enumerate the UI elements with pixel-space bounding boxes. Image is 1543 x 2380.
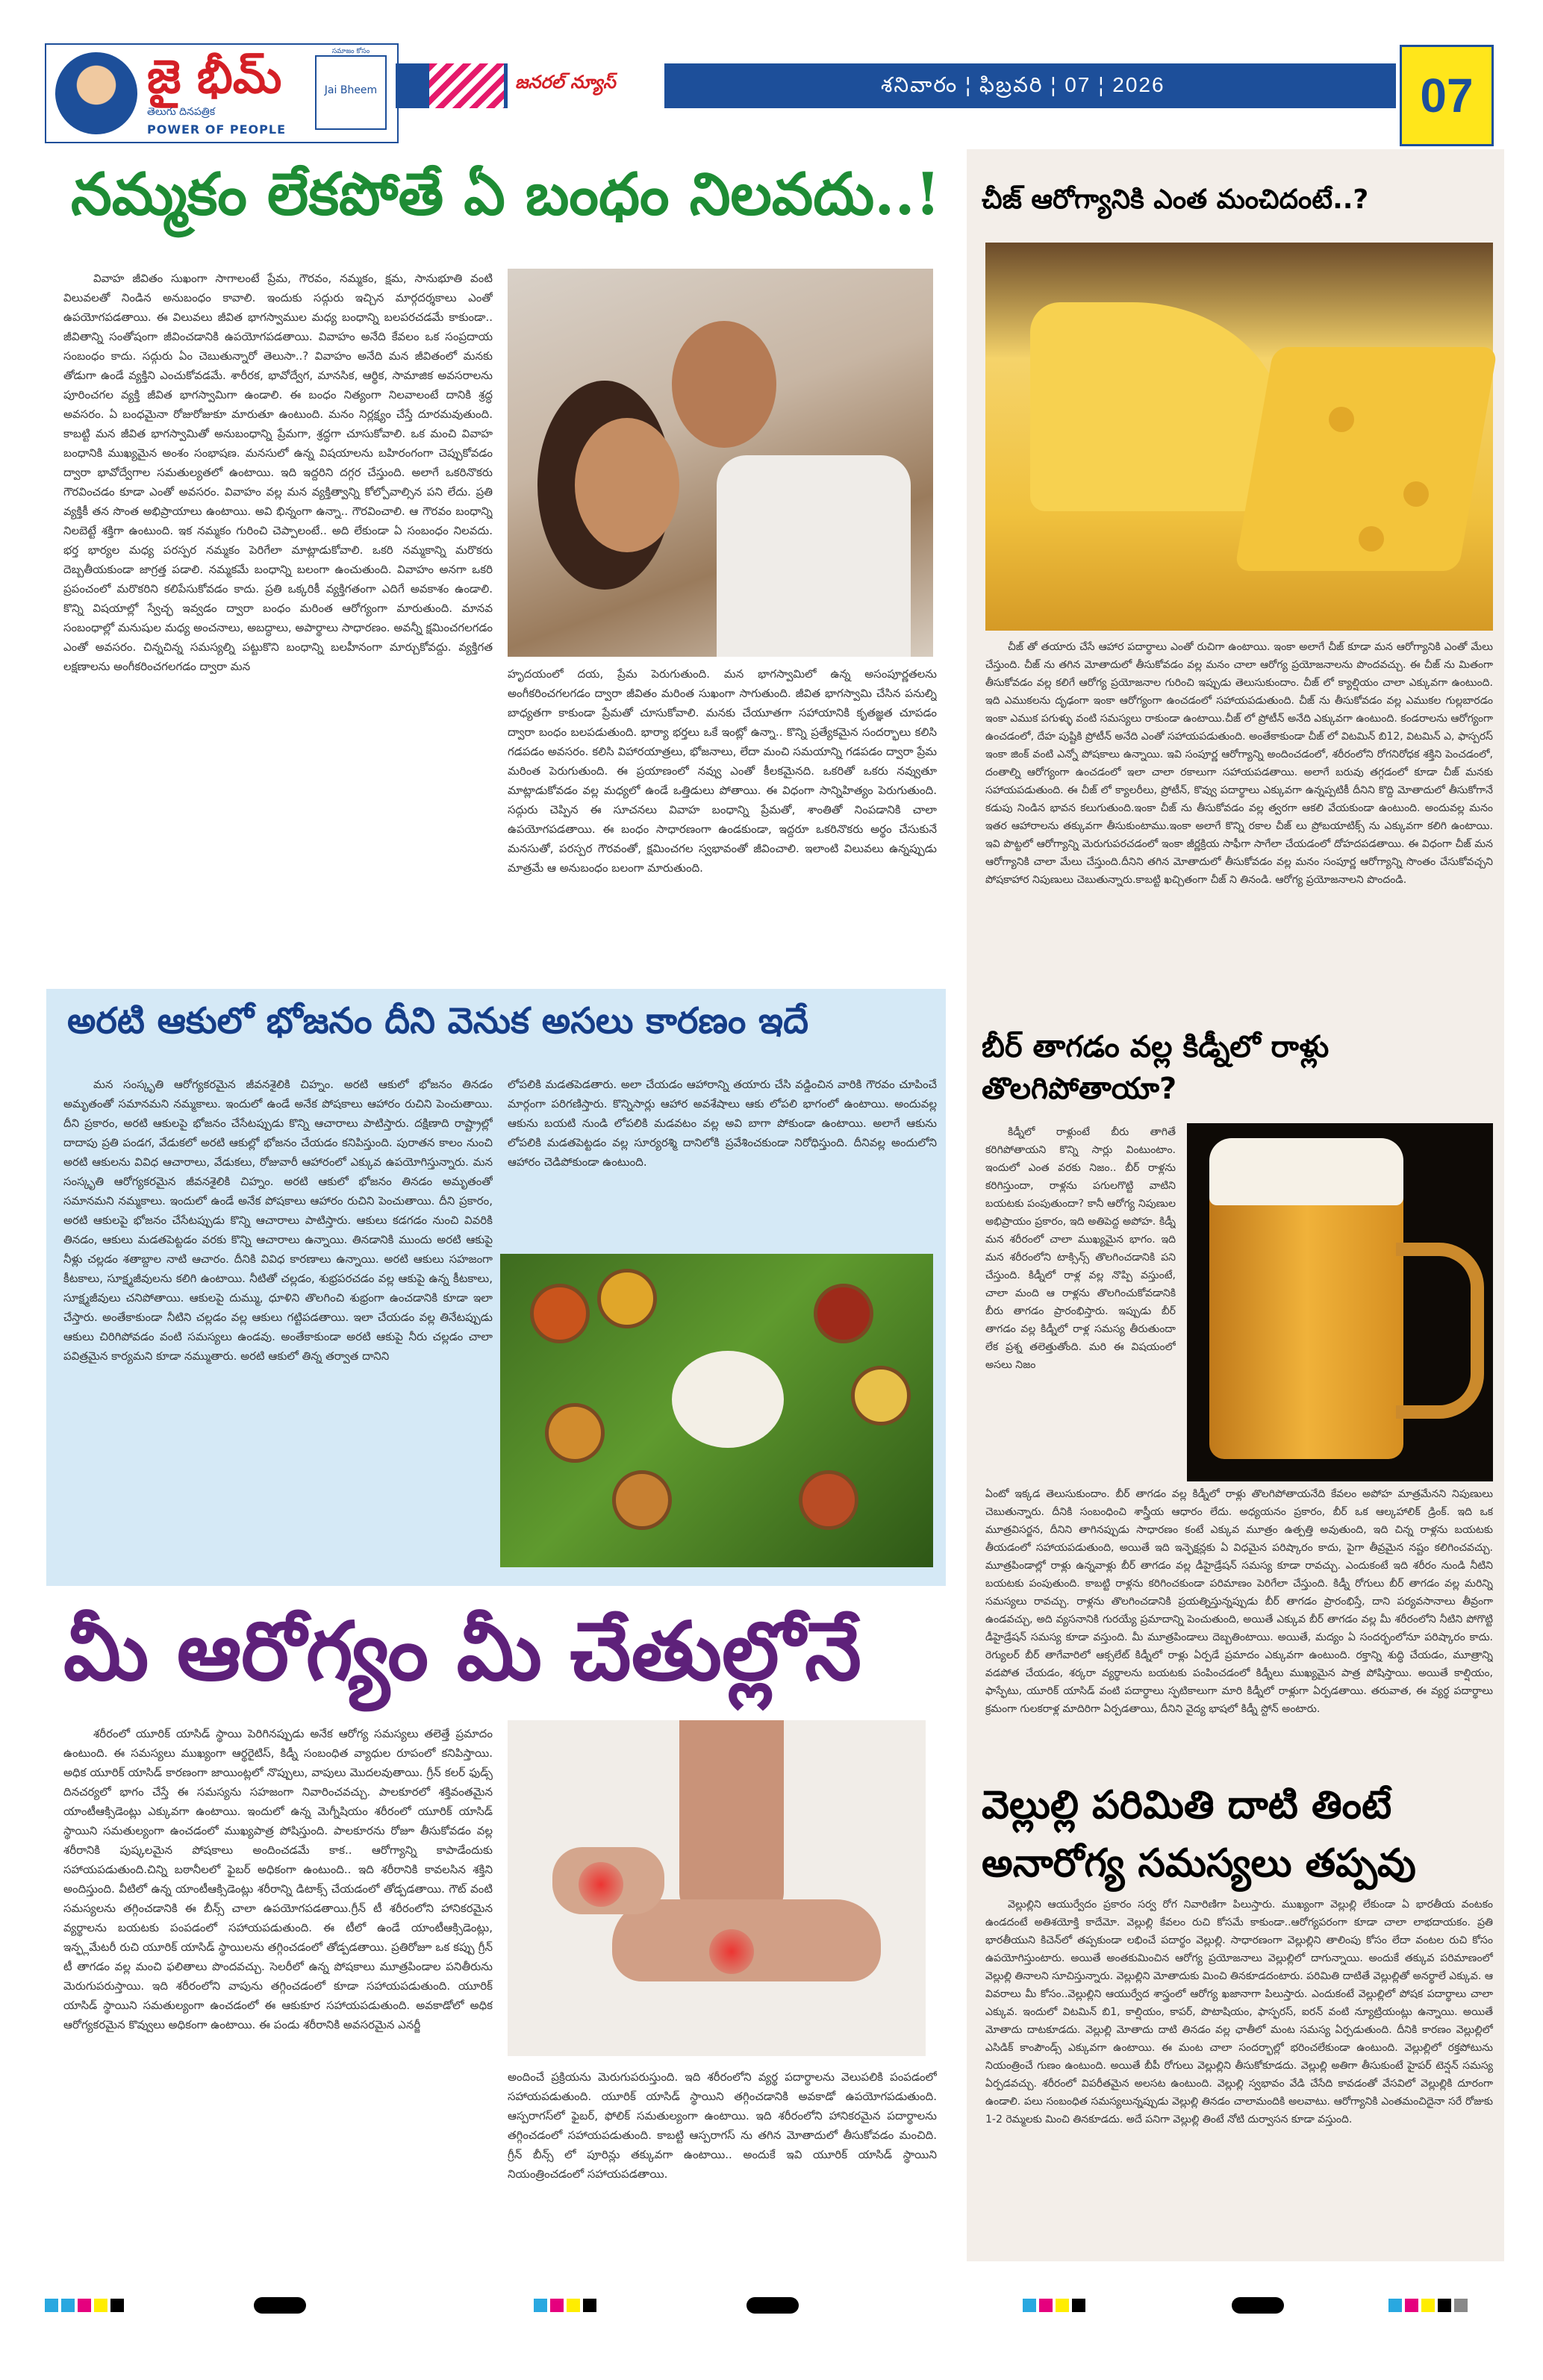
- article-body: హృదయంలో దయ, ప్రేమ పెరుగుతుంది. మన భాగస్వామిలో ఉన్న అసంపూర్ణతలను అంగీకరించగలగడం ద్వారా జీవితం మరింత సుఖంగా సాగుతుంది. జీవిత భాగస్వామి చేసిన పనుల్ని బాధ్యతగా కాకుండా ప్రేమతో చూసుకోవాలి. మనకు చేయూతగా సహాయానికి కృతజ్ఞత చూపడం ద్వారా బంధం బలపడుతుంది. భార్యా భర్తలు ఒకే ఇంట్లో ఉన్నా.. కొన్ని ప్రత్యేకమైన సందర్భాలు కలిసి గడపడం అవసరం. కలిసి విహారయాత్రలు, భోజనాలు, లేదా మంచి సమయాన్ని గడపడం ద్వారా ప్రేమ మరింత పెరుగుతుంది. ఈ ప్రయాణంలో నవ్వు ఎంతో కీలకమైనది. ఒకరితో ఒకరు నవ్వుతూ మాట్లాడుకోవడం వల్ల మధ్యలో ఉండే ఒత్తిడులు పోతాయి. ఈ విధంగా సాన్నిహిత్యం పెరుగుతుంది. సద్గురు చెప్పిన ఈ సూచనలు వివాహ బంధాన్ని ప్రేమతో, శాంతితో నింపడానికి చాలా ఉపయోగపడతాయి. ఈ బంధం సాధారణంగా ఉండకుండా, ఇద్దరూ ఒకరినొకరు అర్థం చేసుకునే మనసుతో, పరస్పర గౌరవంతో, క్షమించగల స్వభావంతో జీవించాలి. ఇలాంటి విలువలు ఉన్నప్పుడు మాత్రమే ఆ అనుబంధం బలంగా మారుతుంది.: [508, 667, 937, 875]
- article-body: ఏంటో ఇక్కడ తెలుసుకుందాం. బీర్ తాగడం వల్ల కిడ్నీలో రాళ్లు తొలగిపోతాయనేది కేవలం అపోహ మాత్రమేనని నిపుణులు చెబుతున్నారు. దీనికి సంబంధించి శాస్త్రీయ ఆధారం లేదు. అధ్యయనం ప్రకారం, బీర్ ఒక ఆల్కహాలిక్ డ్రింక్. ఇది ఒక మూత్రవిసర్జన, దీనిని తాగినప్పుడు సాధారణం కంటే ఎక్కువ మూత్రం ఉత్పత్తి అవుతుంది, ఇది చిన్న రాళ్లను బయటకు తీయడంలో సహాయపడుతుంది, అయితే ఇది ఇన్ఫెక్షన్లకు ఏ విధమైన పరిష్కారం కాదు, పైగా తీవ్రమైన నష్టం కలిగించవచ్చు. మూత్రపిండాల్లో రాళ్లు ఉన్నవాళ్లు బీర్ తాగడం వల్ల డీహైడ్రేషన్ సమస్య కూడా రావచ్చు. ఎందుకంటే ఇది శరీరం నుండి నీటిని బయటకు పంపుతుంది. కాబట్టి రాళ్లను కరిగించకుండా పరిమాణం పెరిగేలా చేస్తుంది. కిడ్నీ రోగులు బీర్ తాగడం వల్ల మరిన్ని సమస్యలు రావచ్చు. రాళ్లను తొలగించడానికి ప్రయత్నిస్తున్నప్పుడు బీర్ తాగడం ప్రారంభిస్తే, దాని పర్యవసానాలు తీవ్రంగా ఉండవచ్చు, అది వ్యసనానికి గురయ్యే ప్రమాదాన్ని పెంచుతుంది, అయితే ఎక్కువ బీర్ తాగడం వల్ల మీ శరీరంలోని నీటిని పోగొట్టి డీహైడ్రేషన్ సమస్య కూడా వస్తుంది. మీ మూత్రపిండాలు దెబ్బతింటాయి. అయితే, మద్యం ఏ సందర్భంలోనూ పరిష్కారం కాదు. రెగ్యులర్ బీర్ తాగేవారిలో ఆక్సలేట్ కిడ్నీలో రాళ్లు ఏర్పడే ప్రమాదం ఎక్కువగా ఉంటుంది. రక్తాన్ని శుద్ధి చేయడం, మూత్రాన్ని వడపోత చేయడం, శర్కరా వ్యర్థాలను బయటకు పంపించడంలో కిడ్నీలు ముఖ్యమైన పాత్ర పోషిస్తాయి. అయితే కాల్షియం, ఫాస్ఫేటు, యూరిక్ యాసిడ్ వంటి పదార్థాలు స్ఫటికాలుగా మారి కిడ్నీలో రాళ్లుగా ఏర్పడతాయి. తరువాత, ఈ వ్యర్థ పదార్థాలు క్రమంగా గులకరాళ్ల మాదిరిగా ఏర్పడతాయి, దీనిని వైద్య భాషలో కిడ్నీ స్టోన్ అంటారు.: [985, 1488, 1493, 1715]
- logo-title: జై భీమ్: [147, 49, 282, 104]
- logo-badge: Jai Bheem: [315, 55, 387, 130]
- article-body: లోపలికి మడతపెడతారు. అలా చేయడం ఆహారాన్ని తయారు చేసి వడ్డించిన వారికి గౌరవం చూపించే మార్గంగా పరిగణిస్తారు. కొన్నిసార్లు ఆహార అవశేషాలు ఆకు లోపలి భాగంలో ఉంటాయి. అందువల్ల ఆకును బయటి నుండి లోపలికి మడవటం వల్ల అవి బాగా పోకుండా ఉంటాయి. అలాగే ఆకును లోపలికి మడతపెట్టడం వల్ల సూర్యరశ్మి దానిలోకి ప్రవేశించకుండా నిరోధిస్తుంది. దీనివల్ల అందులోని ఆహారం చెడిపోకుండా ఉంటుంది.: [508, 1078, 937, 1169]
- article-headline: మీ ఆరోగ్యం మీ చేతుల్లోనే: [63, 1605, 861, 1699]
- issue-date: శనివారం ¦ ఫిబ్రవరి ¦ 07 ¦ 2026: [881, 73, 1165, 96]
- beer-mug-photo: [1187, 1123, 1493, 1481]
- article-body: వివాహ జీవితం సుఖంగా సాగాలంటే ప్రేమ, గౌరవం, నమ్మకం, క్షమ, సానుభూతి వంటి విలువలతో నిండిన అనుబంధం కావాలి. ఇందుకు సద్గురు ఇచ్చిన మార్గదర్శకాలు ఎంతో ఉపయోగపడతాయి. ఈ విలువలు జీవిత భాగస్వాముల మధ్య బంధాన్ని బలపరచడమే కాకుండా.. జీవితాన్ని సంతోషంగా జీవించడానికి ఉపయోగపడతాయి. వివాహం అనేది కేవలం ఒక సంప్రదాయ సంబంధం కాదు. సద్గురు ఏం చెబుతున్నారో తెలుసా..? వివాహం అనేది మన జీవితంలో మనకు తోడుగా ఉండే వ్యక్తిని ఎంచుకోవడమే. శారీరక, భావోద్వేగ, మానసిక, ఆర్థిక, సామాజిక అవసరాలను పూరించగల వ్యక్తి జీవిత భాగస్వామిగా ఉండాలి. ఈ బంధం నిత్యంగా నిలవాలంటే దానికి శ్రద్ధ అవసరం. ఏ బంధమైనా రోజురోజుకూ మారుతూ ఉంటుంది. మనం నిర్లక్ష్యం చేస్తే దూరమవుతుంది. కాబట్టి మన జీవిత భాగస్వామితో అనుబంధాన్ని ప్రేమగా, శ్రద్ధగా చూసుకోవాలి. ఒక మంచి వివాహ బంధానికి ముఖ్యమైన అంశం సంభాషణ. మనసులో ఉన్న విషయాలను బహిరంగంగా చెప్పుకోవడం ద్వారా భావోద్వేగాల సమతుల్యతలో ఉంటాయి. ఇది ఇద్దరిని దగ్గర చేస్తుంది. అలాగే ఒకరినొకరు గౌరవించడం కూడా ఎంతో అవసరం. వివాహం వల్ల మన వ్యక్తిత్వాన్ని కోల్పోవాల్సిన పని లేదు. ప్రతి వ్యక్తికీ తన సొంత అభిప్రాయాలు ఉంటాయి. అవి భిన్నంగా ఉన్నా.. గౌరవించాలి. ఆ గౌరవం బంధాన్ని నిలబెట్టే శక్తిగా ఉంటుంది. ఇక నమ్మకం గురించి చెప్పాలంటే.. అది లేకుండా ఏ సంబంధం నిలవదు. భర్త భార్యల మధ్య పరస్పర నమ్మకం పెరిగేలా మాట్లాడుకోవాలి. ఒకరి నమ్మకాన్ని మరొకరు దెబ్బతీయకుండా జాగ్రత్త పడాలి. నమ్మకమే బంధాన్ని బలంగా ఉంచుతుంది. వివాహం అనగా ఒకరి ప్రపంచంలో మరొకరిని కలిపేసుకోవడం కాదు. ప్రతి ఒక్కరికీ వ్యక్తిగతంగా ఎదిగే అవకాశం ఉండాలి. కొన్ని విషయాల్లో స్వేచ్ఛ ఇవ్వడం ద్వారా బంధం మరింత ఆరోగ్యంగా మారుతుంది. మానవ సంబంధాల్లో మనుషుల మధ్య అంచనాలు, అబద్ధాలు, అపార్థాలు సాధారణం. అవన్నీ క్షమించగలగడం ఎంతో అవసరం. చిన్నచిన్న సమస్యల్ని పట్టుకొని బంధాన్ని బలహీనంగా మార్చుకోవద్దు. వ్యక్తిగత లక్షణాలను అంగీకరించగలగడం ద్వారా మన: [63, 272, 493, 673]
- section-label: జనరల్ న్యూస్: [515, 72, 616, 93]
- foot-pain-photo: [508, 1720, 926, 2056]
- page-number: 07: [1400, 45, 1494, 146]
- cheese-photo: [985, 243, 1493, 631]
- article-headline: నమ్మకం లేకపోతే ఏ బంధం నిలవదు..!: [71, 160, 941, 228]
- logo-english-tagline: POWER OF PEOPLE: [147, 122, 287, 137]
- logo-tagline: తెలుగు దినపత్రిక: [147, 106, 216, 118]
- ambedkar-portrait-icon: [55, 52, 137, 134]
- article-body: వెల్లుల్లిని ఆయుర్వేదం ప్రకారం సర్వ రోగ నివారిణిగా పిలుస్తారు. ముఖ్యంగా వెల్లుల్లి లేకుండా ఏ భారతీయ వంటకం ఉండదంటే అతిశయోక్తి కాదేమో. వెల్లుల్లి కేవలం రుచి కోసమే కాకుండా..ఆరోగ్యపరంగా కూడా చాలా లాభదాయకం. ప్రతి భారతీయుని కిచెన్‌లో తప్పకుండా లభించే పదార్థం వెల్లుల్లి. సాధారణంగా వెల్లుల్లిని తాలింపు కోసం లేదా వంటల రుచి కోసం ఉపయోగిస్తుంటారు. అయితే అంతకుమించిన ఆరోగ్య ప్రయోజనాలు వెల్లుల్లిలో దాగున్నాయి. అందుకే తక్కువ పరిమాణంలో వెల్లుల్లి తినాలని సూచిస్తున్నారు. వెల్లుల్లిని మోతాదుకు మించి తినకూడదంటారు. పరిమితి దాటితే వెల్లుల్లితో అనర్థాలే ఎక్కువ. ఆ వివరాలు మీ కోసం..వెల్లుల్లిని ఆయుర్వేద శాస్త్రంలో ఆరోగ్య ఖజానాగా పిలుస్తారు. ఎందుకంటే వెల్లుల్లిలో పోషక పదార్థాలు చాలా ఎక్కువ. ఇందులో విటమిన్ బి1, కాల్షియం, కాపర్, పొటాషియం, ఫాస్ఫరస్, ఐరన్ వంటి న్యూట్రియంట్లు ఉన్నాయి. అయితే మోతాదు దాటకూడదు. వెల్లుల్లి మోతాదు దాటి తినడం వల్ల ఛాతీలో మంట సమస్య ఏర్పడుతుంది. దీనికి కారణం వెల్లుల్లిలో ఎసిడిక్ కాంపౌండ్స్ ఎక్కువగా ఉంటాయి. ఈ మంట చాలా సందర్భాల్లో భరించలేకుండా ఉంటుంది. వెల్లుల్లిలో రక్తపోటును నియంత్రించే గుణం ఉంటుంది. అయితే బీపీ రోగులు వెల్లుల్లిని తీసుకోకూడదు. వెల్లుల్లి అతిగా తీసుకుంటే హైపర్ టెన్షన్ సమస్య ఏర్పడవచ్చు. శరీరంలో విపరీతమైన అలసట ఉంటుంది. వెల్లుల్లి స్వభావం వేడి చేసేది కావడంతో వేసవిలో వెల్లుల్లికి దూరంగా ఉండాలి. పలు సంబంధిత సమస్యలున్నప్పుడు వెల్లుల్లి తినడం చాలామందికి అలవాటు. ఆరోగ్యానికి ఎంతమంచిదైనా సరే రోజుకు 1-2 రెమ్మలకు మించి తినకూడదు. అదే పనిగా వెల్లుల్లి తింటే నోటి దుర్వాసన కూడా వస్తుంది.: [985, 1899, 1493, 2126]
- article-headline: వెల్లుల్లి పరిమితి దాటి తింటే అనారోగ్య సమస్యలు తప్పవు: [982, 1783, 1416, 1886]
- article-headline: చీజ్ ఆరోగ్యానికి ఎంత మంచిదంటే..?: [982, 184, 1369, 215]
- article-body: చీజ్ తో తయారు చేసే ఆహార పదార్థాలు ఎంతో రుచిగా ఉంటాయి. ఇంకా అలాగే చీజ్ కూడా మన ఆరోగ్యానికి ఎంతో మేలు చేస్తుంది. చీజ్ ను తగిన మోతాదులో తీసుకోవడం వల్ల మనం చాలా ఆరోగ్య ప్రయోజనాలను పొందవచ్చు. ఈ చీజ్ ను మితంగా తీసుకోవడం వల్ల కలిగే ఆరోగ్య ప్రయోజనాల గురించి ఇప్పుడు తెలుసుకుందాం. చీజ్ లో క్యాల్షియం చాలా ఎక్కువగా ఉంటుంది. ఇది ఎముకలను దృఢంగా ఇంకా ఆరోగ్యంగా ఉంచడంలో సహాయపడుతుంది. చీజ్ ను తీసుకోవడం వల్ల ఎముకల గుల్లబారడం ఇంకా ఎముక పగుళ్ళు వంటి సమస్యలు రాకుండా ఉంటాయి.చీజ్ లో ప్రోటీన్ అనేది ఎక్కువగా ఉంటుంది. కండరాలను ఆరోగ్యంగా ఉంచడంలో, దేహ పుష్టికి ప్రోటీన్ అనేది ఎంతో సహాయపడుతుంది. అంతేకాకుండా చీజ్ లో విటమిన్ బి12, విటమిన్ ఎ, ఫాస్పరస్ ఇంకా జింక్ వంటి ఎన్నో పోషకాలు ఉన్నాయి. ఇవి సంపూర్ణ ఆరోగ్యాన్ని అందించడంలో, శరీరంలోని రోగనిరోధక శక్తిని పెంచడంలో, దంతాల్ని ఆరోగ్యంగా ఉంచడంలో ఇలా చాలా రకాలుగా సహాయపడతాయి. అలాగే బరువు తగ్గడంలో కూడా చీజ్ మనకు సహాయపడుతుంది. ఈ చీజ్ లో క్యాలరీలు, ప్రోటీన్, కొవ్వు పదార్థాలు ఎక్కువగా ఉన్నప్పటికీ దీనిని కొద్ది మోతాదులో తీసుకోగానే కడుపు నిండిన భావన కలుగుతుంది.ఇంకా చీజ్ ను తీసుకోవడం వల్ల త్వరగా ఆకలి వేయకుండా ఉంటుంది. అందువల్ల మనం ఇతర ఆహారాలను తక్కువగా తీసుకుంటాము.ఇంకా అలాగే కొన్ని రకాల చీజ్ లు ప్రోబయాటిక్స్ ను ఎక్కువగా కలిగి ఉంటాయి. ఇవి పొట్టలో ఆరోగ్యాన్ని మెరుగుపరచడంలో ఇంకా జీర్ణక్రియ సాఫీగా సాగేలా చేయడంలో దోహదపడతాయి. ఈ విధంగా చీజ్ మన ఆరోగ్యానికి చాలా మేలు చేస్తుంది.దీనిని తగిన మోతాదులో తీసుకోవడం వల్ల మనం సంపూర్ణ ఆరోగ్యాన్ని సొంతం చేసుకోవచ్చని పోషకాహార నిపుణులు చెబుతున్నారు.కాబట్టి ఖచ్చితంగా చీజ్ ని తినండి. ఆరోగ్య ప్రయోజనాలని పొందండి.: [985, 641, 1493, 886]
- printer-marks: [0, 2291, 1543, 2321]
- couple-photo: [508, 269, 933, 657]
- article-body: కిడ్నీలో రాళ్లుంటే బీరు తాగితే కరిగిపోతాయని కొన్ని సార్లు వింటుంటాం. ఇందులో ఎంత వరకు నిజం.. బీర్ రాళ్లను కరిగిస్తుందా, రాళ్లను పగులగొట్టి వాటిని బయటకు పంపుతుందా? కానీ ఆరోగ్య నిపుణుల అభిప్రాయం ప్రకారం, ఇది అతిపెద్ద అపోహ. కిడ్నీ మన శరీరంలో చాలా ముఖ్యమైన భాగం. ఇది మన శరీరంలోని టాక్సిన్స్ తొలగించడానికి పని చేస్తుంది. కిడ్నీలో రాళ్ల వల్ల నొప్పి వస్తుంటే, చాలా మంది ఆ రాళ్లను తొలగించుకోవడానికి బీరు తాగడం ప్రారంభిస్తారు. ఇప్పుడు బీర్ తాగడం వల్ల కిడ్నీలో రాళ్ల సమస్య తీరుతుందా లేక ప్రశ్న తలెత్తుతోంది. మరి ఈ విషయంలో అసలు నిజం: [985, 1126, 1176, 1371]
- article-body: మన సంస్కృతి ఆరోగ్యకరమైన జీవనశైలికి చిహ్నం. అరటి ఆకులో భోజనం తినడం అమృతంతో సమానమని నమ్మకాలు. ఇందులో ఉండే అనేక పోషకాలు ఆహారం రుచిని పెంచుతాయి. దీని ప్రకారం, అరటి ఆకులపై భోజనం చేసేటప్పుడు కొన్ని ఆచారాలు పాటిస్తారు. దక్షిణాది రాష్ట్రాల్లో దాదాపు ప్రతి పండగ, వేడుకలో అరటి ఆకుల్లో భోజనం చేయడం కనిపిస్తుంది. పురాతన కాలం నుంచి అరటి ఆకులను వివిధ ఆచారాలు, వేడుకలు, రోజువారీ ఆహారంలో ఎక్కువ ఉపయోగిస్తున్నారు. మన సంస్కృతి ఆరోగ్యకరమైన జీవనశైలికి చిహ్నం. అరటి ఆకులో భోజనం తినడం అమృతంతో సమానమని నమ్మకాలు. ఇందులో ఉండే అనేక పోషకాలు ఆహారం రుచిని పెంచుతాయి. దీని ప్రకారం, అరటి ఆకులపై భోజనం చేసేటప్పుడు కొన్ని ఆచారాలు పాటిస్తారు. ఆకులు కడగడం నుంచి వివరికి తినడం, ఆకులు మడతపెట్టడం వరకు కొన్ని ఆచారాలు ఉన్నాయి. తినడానికి ముందు అరటి ఆకుపై నీళ్లు చల్లడం శతాబ్దాల నాటి ఆచారం. దీనికి వివిధ కారణాలు ఉన్నాయి. అరటి ఆకులు సహజంగా కీటకాలు, సూక్ష్మజీవులను కలిగి ఉంటాయి. నీటితో చల్లడం, శుభ్రపరచడం వల్ల ఆకుపై ఉన్న కీటకాలు, సూక్ష్మజీవులు చనిపోతాయి. ఆకులపై దుమ్ము, ధూళిని తొలగించి శుభ్రంగా ఉంచడానికి కూడా ఇలా చేస్తారు. అంతేకాకుండా నీటిని చల్లడం వల్ల ఆకులు గట్టిపడతాయి. ఇలా చేయడం వల్ల తినేటప్పుడు ఆకులు చిరిగిపోవడం వంటి సమస్యలు ఉండవు. అంతేకాకుండా అరటి ఆకుపై నీరు చల్లడం చాలా పవిత్రమైన కార్యమని కూడా నమ్ముతారు. అరటి ఆకులో తిన్న తర్వాత దానిని: [63, 1078, 493, 1363]
- header-stripes: [429, 63, 504, 108]
- banana-leaf-meal-photo: [500, 1254, 933, 1567]
- article-headline: అరటి ఆకులో భోజనం దీని వెనుక అసలు కారణం ఇదే: [67, 1000, 808, 1042]
- article-headline: బీర్ తాగడం వల్ల కిడ్నీలో రాళ్లు తొలగిపోతాయా?: [982, 1030, 1330, 1106]
- masthead-logo: [45, 43, 399, 143]
- article-body: శరీరంలో యూరిక్ యాసిడ్ స్థాయి పెరిగినప్పుడు అనేక ఆరోగ్య సమస్యలు తలెత్తే ప్రమాదం ఉంటుంది. ఈ సమస్యలు ముఖ్యంగా ఆర్థరైటిస్, కిడ్నీ సంబంధిత వ్యాధుల రూపంలో కనిపిస్తాయి. అధిక యూరిక్ యాసిడ్ కారణంగా జాయింట్లలో నొప్పులు, వాపులు మొదలవుతాయి. గ్రీన్ కలర్ ఫుడ్స్ దినచర్యలో భాగం చేస్తే ఈ సమస్యను సహజంగా నివారించవచ్చు. పాలకూరలో శక్తివంతమైన యాంటీఆక్సిడెంట్లు ఎక్కువగా ఉంటాయి. ఇందులో ఉన్న మెగ్నీషియం శరీరంలో యూరిక్ యాసిడ్ స్థాయిని సమతుల్యంగా ఉంచడంలో ముఖ్యపాత్ర పోషిస్తుంది. పాలకూరను రోజూ తీసుకోవడం వల్ల శరీరానికి పుష్కలమైన పోషకాలు అందించడమే కాక.. ఆరోగ్యాన్ని కాపాడేందుకు సహాయపడుతుంది.చిన్ని బఠానీలలో ఫైబర్ అధికంగా ఉంటుంది.. ఇది శరీరానికి కావలసిన శక్తిని అందిస్తుంది. వీటిలో ఉన్న యాంటీఆక్సిడెంట్లు శరీరాన్ని డిటాక్స్ చేయడంలో తోడ్పడతాయి. గౌట్ వంటి సమస్యలను తగ్గించడానికి ఈ బీన్స్ చాలా ఉపయోగపడతాయి.గ్రీన్ టీ శరీరంలోని హానికరమైన వ్యర్థాలను బయటకు పంపడంలో సహాయపడుతుంది. ఈ టీలో ఉండే యాంటీఆక్సిడెంట్లు, ఇన్ఫ్లమేటరీ రుచి యూరిక్ యాసిడ్ స్థాయిలను తగ్గించడంలో తోడ్పడతాయి. ప్రతిరోజూ ఒక కప్పు గ్రీన్ టీ తాగడం వల్ల మంచి ఫలితాలు పొందవచ్చు. సెలరీలో ఉన్న పోషకాలు మూత్రపిండాల పనితీరును మెరుగుపరుస్తాయి. ఇది శరీరంలోని వాపును తగ్గించడంలో కూడా సహాయపడుతుంది. యూరిక్ యాసిడ్ స్థాయిని సమతుల్యంగా ఉంచడంలో ఈ ఆకుకూర సహాయపడుతుంది. అవకాడోలో అధిక ఆరోగ్యకరమైన కొవ్వులు అధికంగా ఉంటాయి. ఈ పండు శరీరానికి అవసరమైన ఎనర్జీ: [63, 1727, 493, 2031]
- article-body: అందించే ప్రక్రియను మెరుగుపరుస్తుంది. ఇది శరీరంలోని వ్యర్థ పదార్థాలను వెలుపలికి పంపడంలో సహాయపడుతుంది. యూరిక్ యాసిడ్ స్థాయిని తగ్గించడానికి అవకాడో ఉపయోగపడుతుంది. ఆస్పరాగస్‌లో ఫైబర్, ఫోలిక్ సమతుల్యంగా ఉంటాయి. ఇది శరీరంలోని హానికరమైన పదార్థాలను తగ్గించడంలో సహాయపడుతుంది. కాబట్టి ఆస్పరాగస్ ను తగిన మోతాదులో తీసుకోవడం మంచిది. గ్రీన్ బీన్స్ లో పూరిన్లు తక్కువగా ఉంటాయి.. అందుకే ఇవి యూరిక్ యాసిడ్ స్థాయిని నియంత్రించడంలో సహాయపడతాయి.: [508, 2070, 937, 2181]
- badge-tag: సమాజం కోసం: [331, 48, 370, 55]
